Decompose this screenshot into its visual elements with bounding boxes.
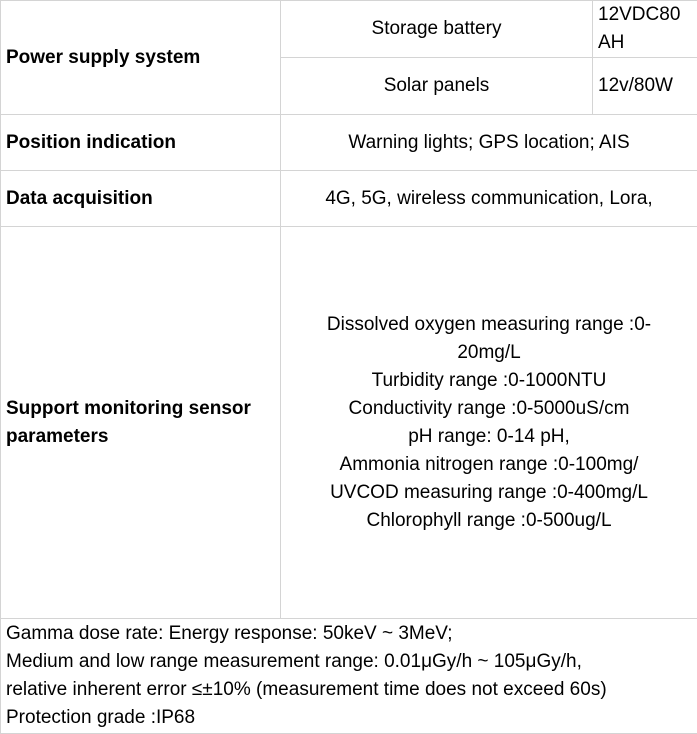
storage-battery-name: Storage battery (281, 1, 593, 58)
solar-panels-value: 12v/80W (593, 58, 697, 115)
gamma-line: Gamma dose rate: Energy response: 50keV ~ 3MeV; (6, 620, 692, 648)
sensor-parameters-value (281, 227, 697, 619)
position-indication-label: Position indication (1, 115, 281, 171)
solar-panels-name: Solar panels (281, 58, 593, 115)
sensor-line: Turbidity range :0-1000NTU (286, 367, 692, 395)
position-indication-value: Warning lights; GPS location; AIS (281, 115, 697, 171)
sensor-line: pH range: 0-14 pH, (286, 423, 692, 451)
sensor-parameters-label-line1: Support monitoring sensor (6, 395, 275, 423)
storage-battery-value (593, 1, 697, 58)
sensor-line: Conductivity range :0-5000uS/cm (286, 395, 692, 423)
sensor-line: Dissolved oxygen measuring range :0- (286, 311, 692, 339)
gamma-line: Medium and low range measurement range: 0.01μGy/h ~ 105μGy/h, (6, 648, 692, 676)
table-row (1, 1, 697, 58)
table-row (1, 227, 697, 619)
sensor-line: Chlorophyll range :0-500ug/L (286, 507, 692, 535)
table-row (1, 171, 697, 227)
data-acquisition-value: 4G, 5G, wireless communication, Lora, (281, 171, 697, 227)
sensor-line: Ammonia nitrogen range :0-100mg/ (286, 451, 692, 479)
data-acquisition-label: Data acquisition (1, 171, 281, 227)
storage-battery-value-line2: AH (598, 29, 692, 57)
gamma-dose-cell (1, 619, 697, 734)
sensor-parameters-label (1, 227, 281, 619)
gamma-line: relative inherent error ≤±10% (measurement time does not exceed 60s) (6, 676, 692, 704)
storage-battery-value-line1: 12VDC80 (598, 1, 692, 29)
table-row (1, 619, 697, 734)
sensor-line: UVCOD measuring range :0-400mg/L (286, 479, 692, 507)
sensor-line: 20mg/L (286, 339, 692, 367)
table-row (1, 115, 697, 171)
gamma-line: Protection grade :IP68 (6, 704, 692, 732)
sensor-parameters-label-line2: parameters (6, 423, 275, 451)
power-supply-label: Power supply system (1, 1, 281, 115)
